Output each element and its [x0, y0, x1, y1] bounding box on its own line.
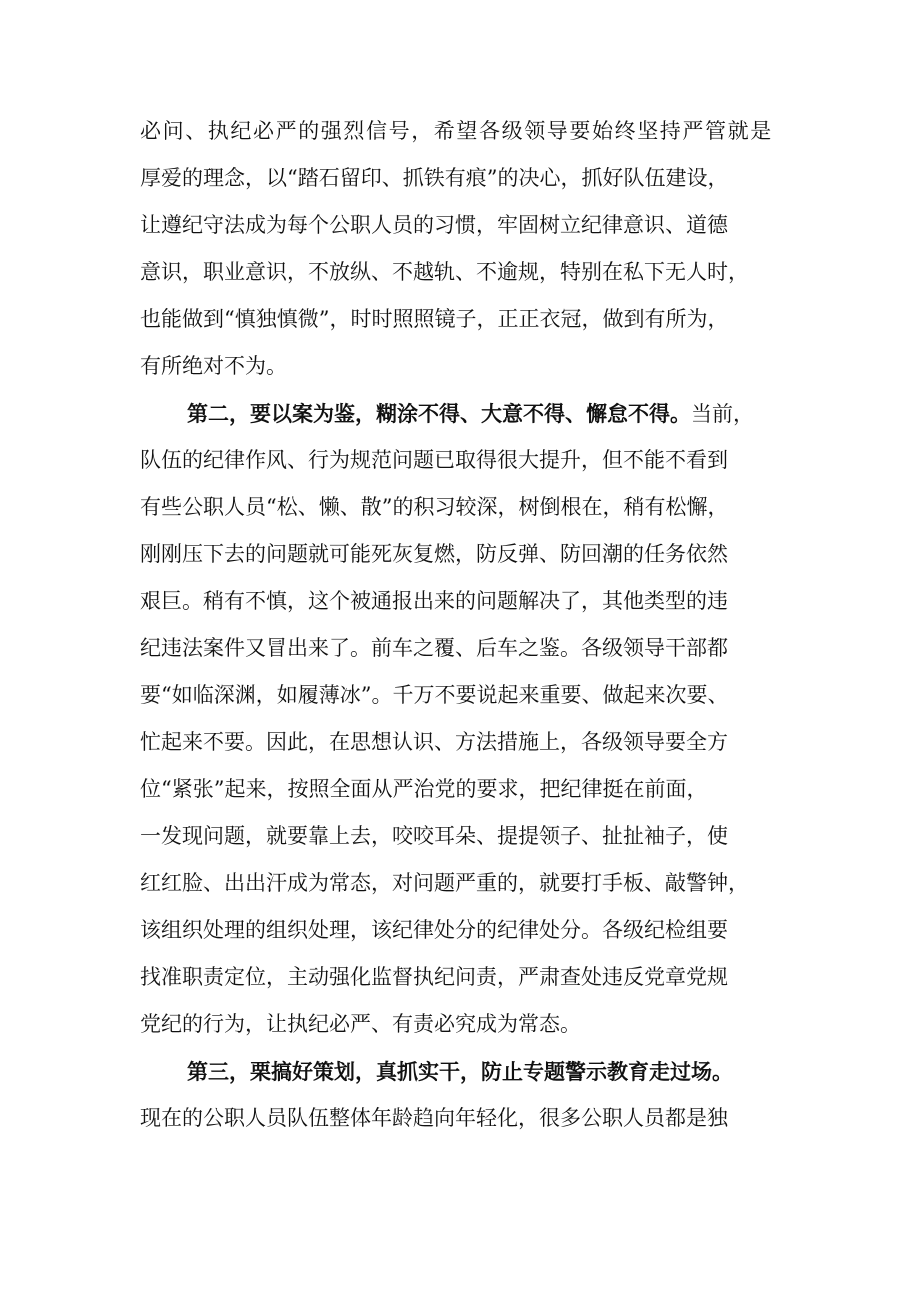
paragraph-3 [140, 1048, 800, 1142]
paragraph-1 [140, 108, 800, 390]
paragraph-lead-heading: 第二，要以案为鉴，糊涂不得、大意不得、懈怠不得。 [187, 401, 691, 426]
text-line: 现在的公职人员队伍整体年龄趋向年轻化，很多公职人员都是独 [140, 1106, 728, 1130]
text-line: 纪违法案件又冒出来了。前车之覆、后车之鉴。各级领导干部都 [140, 636, 728, 660]
text-line: 让遵纪守法成为每个公职人员的习惯，牢固树立纪律意识、道德 [140, 213, 728, 237]
text-line: 忙起来不要。因此，在思想认识、方法措施上，各级领导要全方 [140, 730, 728, 754]
paragraph-lead-heading: 第三，栗搞好策划，真抓实干，防止专题警示教育走过场。 [187, 1059, 733, 1084]
text-line: 厚爱的理念，以“踏石留印、抓铁有痕”的决心，抓好队伍建设， [140, 166, 729, 190]
text-line: 红红脸、出出汗成为常态，对问题严重的，就要打手板、敲警钟， [140, 871, 749, 895]
text-line: 队伍的纪律作风、行为规范问题已取得很大提升，但不能不看到 [140, 448, 728, 472]
text-line: 刚刚压下去的问题就可能死灰复燃，防反弹、防回潮的任务依然 [140, 542, 728, 566]
paragraph-first-line [140, 1048, 800, 1095]
text-line: 位“紧张”起来，按照全面从严治党的要求，把纪律挺在前面， [140, 777, 708, 801]
text-line: 也能做到“慎独慎微”，时时照照镜子，正正衣冠，做到有所为， [140, 307, 729, 331]
text-line: 一发现问题，就要靠上去，咬咬耳朵、提提领子、扯扯袖子，使 [140, 824, 728, 848]
text-line: 该组织处理的组织处理，该纪律处分的纪律处分。各级纪检组要 [140, 918, 728, 942]
paragraph-first-line [140, 390, 800, 437]
text-line: 党纪的行为，让执纪必严、有责必究成为常态。 [140, 1012, 581, 1036]
text-line: 有些公职人员“松、懒、散”的积习较深，树倒根在，稍有松懈， [140, 495, 729, 519]
paragraph-first-line-rest: 当前， [691, 402, 754, 426]
text-line: 意识，职业意识，不放纵、不越轨、不逾规，特别在私下无人时， [140, 260, 749, 284]
text-line: 有所绝对不为。 [140, 354, 287, 378]
paragraph-2 [140, 390, 800, 1048]
document-body [140, 108, 800, 1142]
text-line: 艰巨。稍有不慎，这个被通报出来的问题解决了，其他类型的违 [140, 589, 728, 613]
text-line: 必问、执纪必严的强烈信号，希望各级领导要始终坚持严管就是 [140, 119, 773, 143]
text-line: 找准职责定位，主动强化监督执纪问责，严肃查处违反党章党规 [140, 965, 728, 989]
text-line: 要“如临深渊，如履薄冰”。千万不要说起来重要、做起来次要、 [140, 683, 729, 707]
